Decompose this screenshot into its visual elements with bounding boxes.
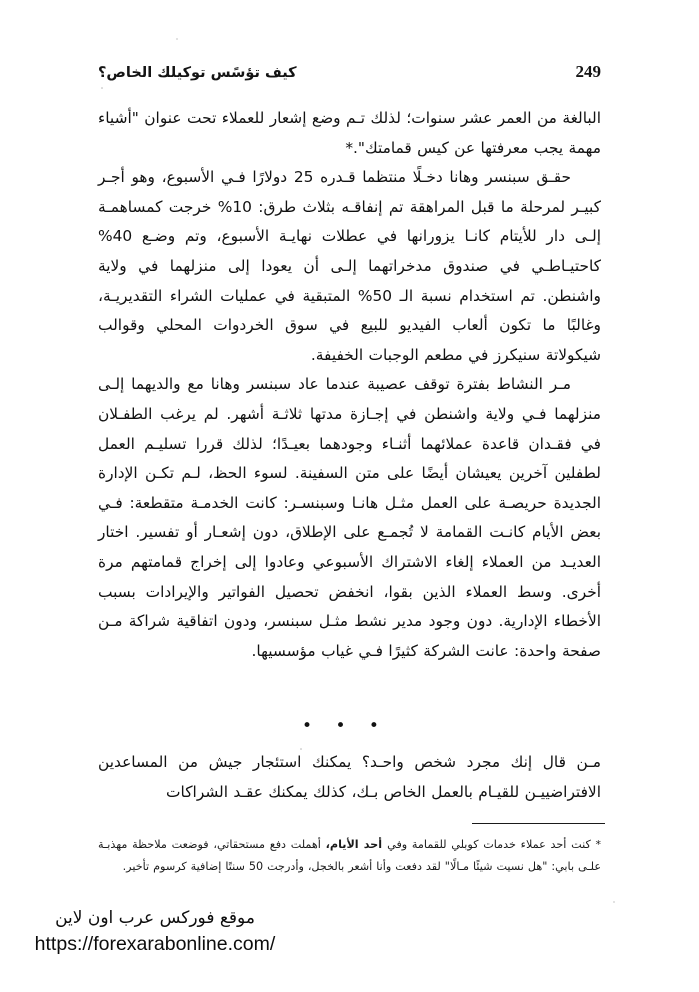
footnote-divider [472, 823, 605, 824]
footnote-text [98, 834, 601, 877]
paragraph-4: مـن قال إنك مجرد شخص واحـد؟ يمكنك استئجار جيش من المساعدين الافتراضييـن للقيـام بالعمل الخاص بـك، كذلك يمكنك عقـد الشراكات [98, 753, 601, 801]
paragraph-1: البالغة من العمر عشر سنوات؛ لذلك تـم وضع إشعار للعملاء تحت عنوان "أشياء مهمة يجب معرفتها عن كيس قمامتك".* [98, 109, 601, 157]
paragraph-3: مـر النشاط بفترة توقف عصيبة عندما عاد سبنسر وهانا مع والديهما إلـى منزلهما فـي ولاية واشنطن في إجـازة مدتها ثلاثـة أشهر. لم يرغب الطفـلان في فقـدان قاعدة عملائهما أثنـاء وجودهما بعيـدًا؛ لذلك قررا تسليـم العمل لطفلين آخرين يعيشان أيضًا على متن السفينة. لسوء الحظ، لـم تكـن الإدارة الجديدة حريصـة على العمل مثـل هانـا وسبنسـر: كانت الخدمـة متقطعة: فـي بعض الأيام كانـت القمامة لا تُجمـع على الإطلاق، دون إشعـار أو تفسير. اختار العديـد من العملاء إلغاء الاشتراك الأسبوعي وعادوا إلى إخراج قمامتهم مرة أخرى. وسط العملاء الذين بقوا، انخفض تحصيل الفواتير والإيرادات بسبب الأخطاء الإدارية. دون وجود مدير نشط مثـل سبنسر، ودون اتفاقية شراكة مـن صفحة واحدة: عانت الشركة كثيرًا فـي غياب مؤسسيها. [98, 375, 601, 660]
footnote-marker: * [595, 838, 601, 851]
running-header [98, 62, 601, 86]
page-number: 249 [575, 62, 601, 81]
body-text-block [98, 104, 601, 666]
footnote-text-after: أهملت دفع مستحقاتي، فوضعت ملاحظة مهذبـة علـى بابي: "هل نسيت شيئًا مـالًا" لقد دفعت وأنا أشعر بالخجل، وأدرجت 50 سنتًا إضافية كرسوم تأخير. [98, 838, 601, 873]
scan-speckle [101, 87, 103, 89]
site-watermark [5, 905, 305, 958]
section-break-dots: • • • [302, 716, 388, 736]
paragraph-2: حقـق سبنسر وهانا دخـلًا منتظما قـدره 25 دولارًا فـي الأسبوع، وهو أجـر كبيـر لمرحلة ما قبل المراهقة تم إنفاقـه بثلاث طرق: 10% خرجت كمساهمـة إلـى دار للأيتام كانـا يزورانها في عطلات نهايـة الأسبوع، وتم وضـع 40% كاحتيـاطـي في صندوق مدخراتهما إلـى أن يعودا إلى منزلهما في ولاية واشنطن. تم استخدام نسبة الـ 50% المتبقية في عمليات الشراء التقديريـة، وغالبًا ما تكون ألعاب الفيديو للبيع في سوق الخردوات المحلي وقوالب شيكولاتة سنيكرز في مطعم الوجبات الخفيفة. [98, 168, 601, 364]
footnote-block [98, 834, 601, 877]
closing-text-block [98, 748, 601, 807]
running-header-title: كيف تؤسًس توكيلك الخاص؟ [98, 65, 297, 81]
scan-speckle [176, 38, 178, 40]
watermark-arabic-text: موقع فوركس عرب اون لاين [55, 908, 255, 928]
watermark-url: https://forexarabonline.com/ [34, 933, 276, 955]
scan-speckle [613, 901, 615, 903]
footnote-text-bold: أحد الأيام، [325, 838, 388, 851]
footnote-text-before: كنت أحد عملاء خدمات كوبلي للقمامة وفي [387, 838, 596, 851]
